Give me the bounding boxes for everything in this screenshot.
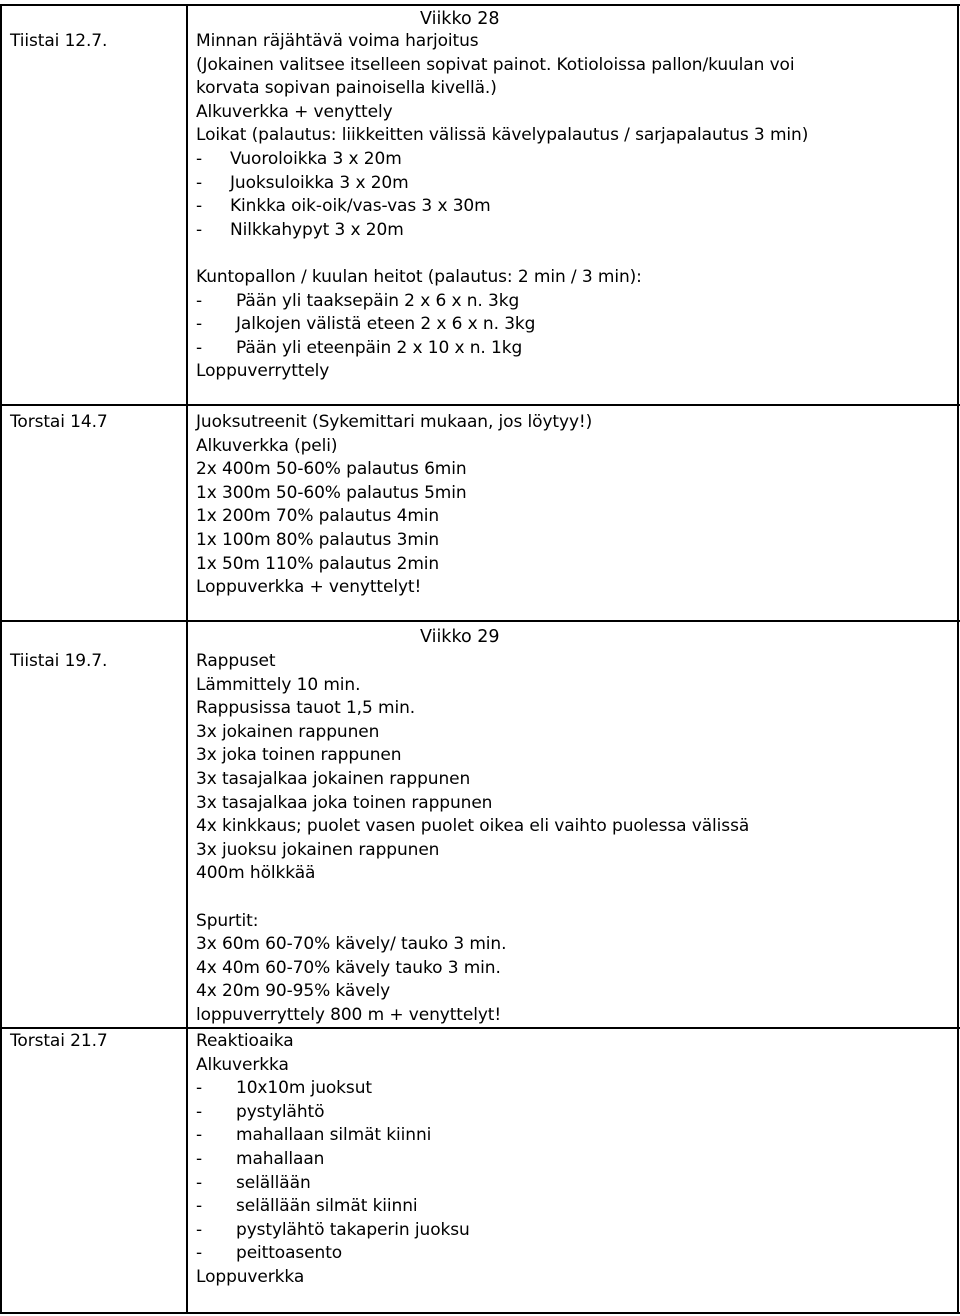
bullet-text: Pään yli taaksepäin 2 x 6 x n. 3kg (236, 290, 520, 311)
content-line: 3x joka toinen rappunen (196, 745, 402, 766)
content-line: Loppuverryttely (196, 361, 330, 382)
bullet-dash: - (196, 1101, 203, 1122)
bullet-text: Nilkkahypyt 3 x 20m (230, 219, 404, 240)
content-line: Lämmittely 10 min. (196, 674, 361, 695)
content-line: 3x tasajalkaa joka toinen rappunen (196, 792, 493, 813)
content-line: 1x 100m 80% palautus 3min (196, 530, 440, 550)
content-line: 4x kinkkaus; puolet vasen puolet oikea eli vaihto puolessa välissä (196, 816, 750, 837)
bullet-text: selällään silmät kiinni (236, 1196, 418, 1217)
content-line: Alkuverkka + venyttely (196, 101, 393, 122)
content-line: Alkuverkka (196, 1054, 289, 1075)
content-line: Alkuverkka (peli) (196, 435, 338, 456)
content-line: Minnan räjähtävä voima harjoitus (196, 31, 479, 51)
bullet-text: Pään yli eteenpäin 2 x 10 x n. 1kg (236, 337, 523, 358)
bullet-text: Juoksuloikka 3 x 20m (230, 172, 409, 193)
bullet-text: Vuoroloikka 3 x 20m (230, 149, 402, 169)
bullet-text: mahallaan (236, 1149, 325, 1169)
session-date: Torstai 21.7 (10, 1031, 108, 1051)
content-line: 3x tasajalkaa jokainen rappunen (196, 769, 471, 789)
bullet-dash: - (196, 219, 203, 240)
content-line: 3x juoksu jokainen rappunen (196, 839, 440, 860)
content-line: 3x 60m 60-70% kävely/ tauko 3 min. (196, 934, 507, 955)
content-line: 1x 200m 70% palautus 4min (196, 506, 440, 527)
border-right (957, 4, 959, 1314)
bullet-dash: - (196, 1172, 203, 1193)
bullet-dash: - (196, 172, 203, 193)
content-line: Loppuverkka (196, 1267, 305, 1287)
bullet-text: selällään (236, 1172, 311, 1193)
bullet-dash: - (196, 1196, 203, 1217)
bullet-text: Jalkojen välistä eteen 2 x 6 x n. 3kg (236, 314, 536, 335)
bullet-dash: - (196, 1243, 203, 1264)
content-line: (Jokainen valitsee itselleen sopivat painot. Kotioloissa pallon/kuulan voi (196, 54, 795, 75)
content-line: Kuntopallon / kuulan heitot (palautus: 2 min / 3 min): (196, 267, 642, 287)
bullet-dash: - (196, 1219, 203, 1240)
content-line: 4x 20m 90-95% kävely (196, 981, 391, 1002)
week-title: Viikko 29 (420, 627, 500, 647)
bullet-dash: - (196, 337, 203, 358)
bullet-dash: - (196, 196, 203, 217)
session-date: Tiistai 12.7. (10, 31, 108, 51)
content-line: 2x 400m 50-60% palautus 6min (196, 459, 467, 480)
bullet-text: 10x10m juoksut (236, 1078, 372, 1099)
content-line: korvata sopivan painoisella kivellä.) (196, 78, 497, 99)
bullet-dash: - (196, 290, 203, 311)
bullet-dash: - (196, 149, 203, 169)
content-line: Loikat (palautus: liikkeitten välissä kävelypalautus / sarjapalautus 3 min) (196, 125, 809, 146)
row-divider-2 (0, 620, 960, 622)
week-title: Viikko 28 (420, 9, 500, 29)
column-divider (186, 4, 188, 1314)
border-top (0, 4, 960, 6)
bullet-text: Kinkka oik-oik/vas-vas 3 x 30m (230, 196, 491, 217)
content-line: Juoksutreenit (Sykemittari mukaan, jos löytyy!) (196, 412, 593, 432)
content-line: 3x jokainen rappunen (196, 721, 380, 742)
content-line: Rappuset (196, 651, 276, 671)
bullet-dash: - (196, 1078, 203, 1099)
content-line: Reaktioaika (196, 1031, 294, 1051)
bullet-text: peittoasento (236, 1243, 343, 1264)
border-bottom (0, 1312, 960, 1314)
border-left (0, 4, 2, 1314)
session-date: Tiistai 19.7. (10, 651, 108, 671)
content-line: 400m hölkkää (196, 863, 316, 884)
bullet-dash: - (196, 1149, 203, 1169)
row-divider-1 (0, 404, 960, 406)
bullet-dash: - (196, 1125, 203, 1146)
bullet-text: pystylähtö takaperin juoksu (236, 1219, 470, 1240)
content-line: 1x 50m 110% palautus 2min (196, 553, 440, 574)
content-line: 1x 300m 50-60% palautus 5min (196, 482, 467, 503)
content-line: Rappusissa tauot 1,5 min. (196, 698, 416, 719)
content-line: Spurtit: (196, 910, 259, 931)
content-line: 4x 40m 60-70% kävely tauko 3 min. (196, 957, 501, 978)
bullet-dash: - (196, 314, 203, 335)
bullet-text: mahallaan silmät kiinni (236, 1125, 432, 1146)
content-line: Loppuverkka + venyttelyt! (196, 577, 422, 598)
bullet-text: pystylähtö (236, 1101, 325, 1122)
content-line: loppuverryttely 800 m + venyttelyt! (196, 1005, 502, 1025)
session-date: Torstai 14.7 (10, 412, 108, 432)
